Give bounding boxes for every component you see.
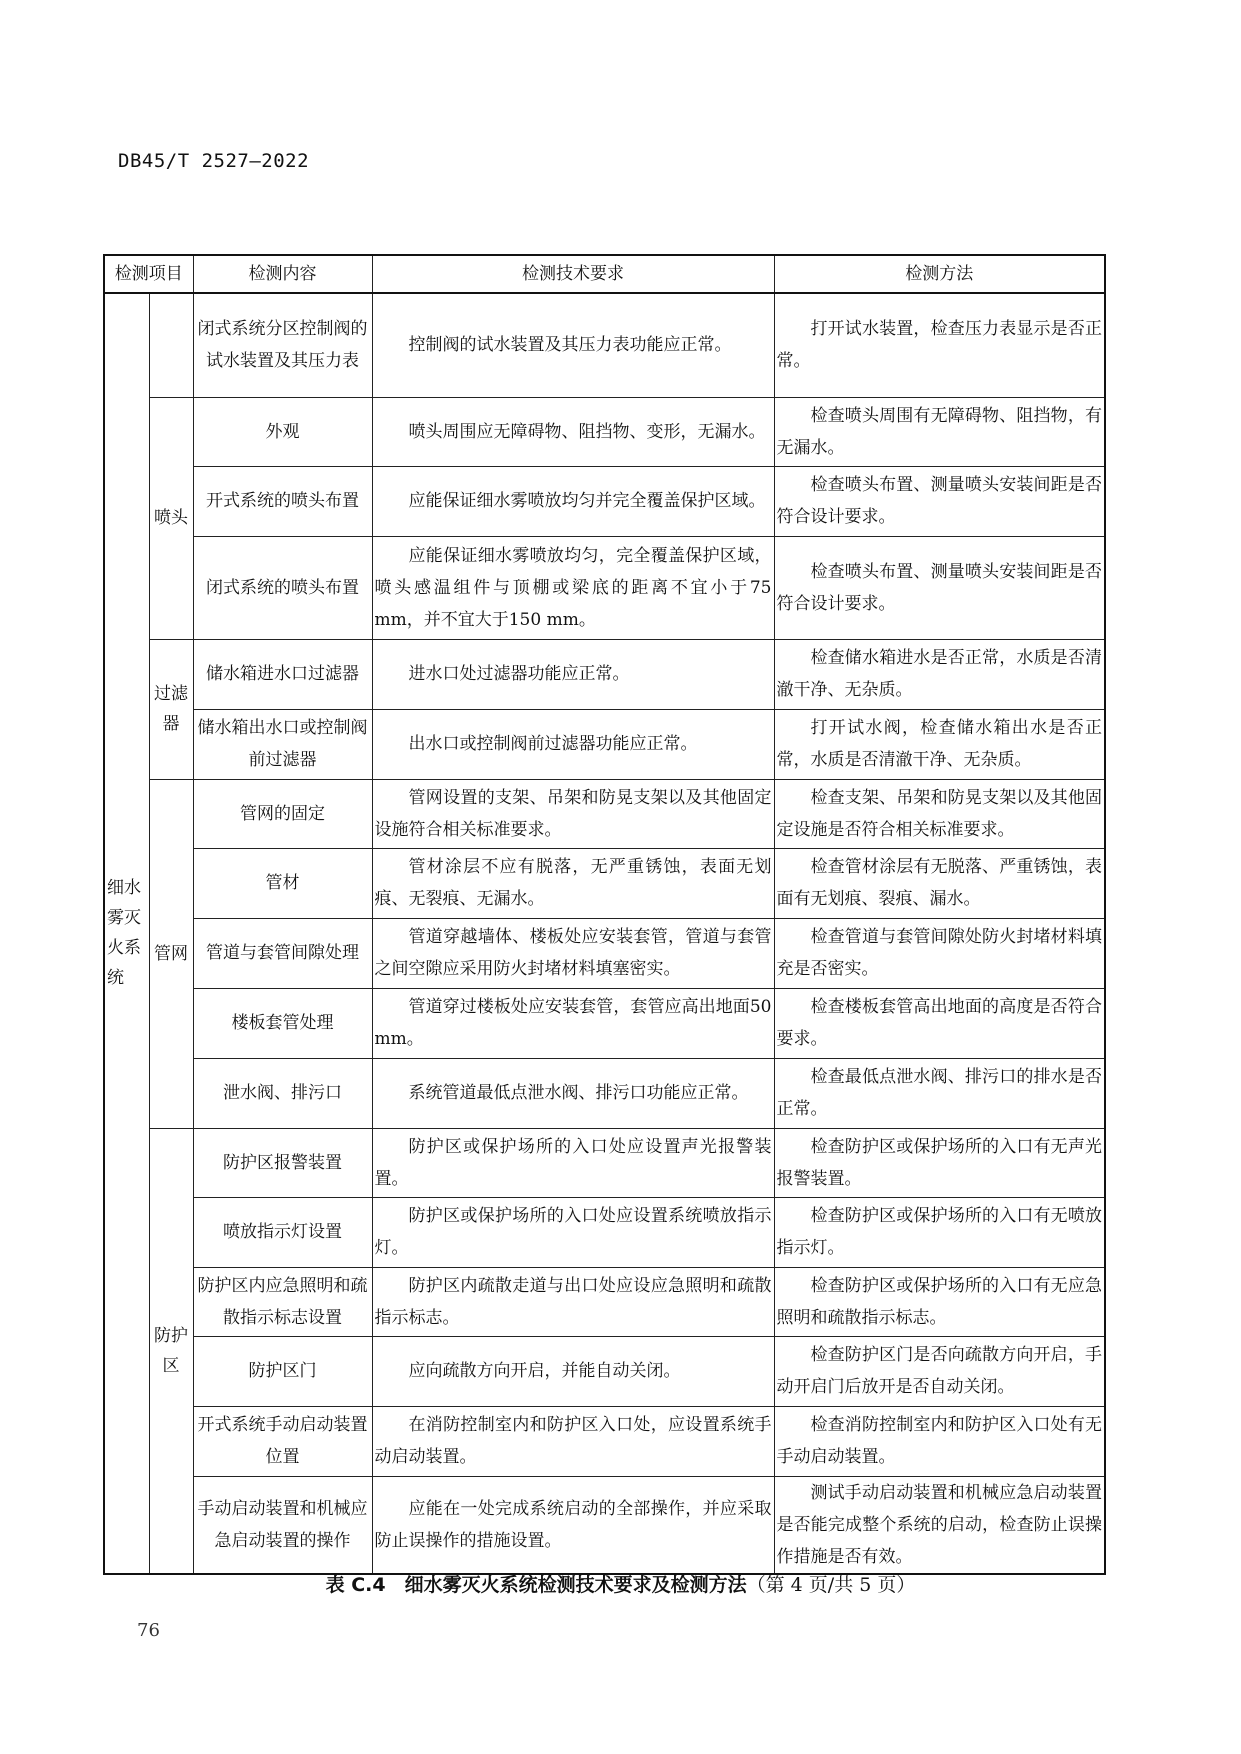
requirement-cell: 管道穿越墙体、楼板处应安装套管，管道与套管之间空隙应采用防火封堵材料填塞密实。	[372, 918, 774, 988]
requirement-cell: 管道穿过楼板处应安装套管，套管应高出地面50 mm。	[372, 988, 774, 1058]
requirement-cell: 应能在一处完成系统启动的全部操作，并应采取防止误操作的措施设置。	[372, 1476, 774, 1574]
method-cell: 测试手动启动装置和机械应急启动装置是否能完成整个系统的启动，检查防止误操作措施是否有效。	[774, 1476, 1105, 1574]
page-number: 76	[137, 1620, 160, 1641]
content-cell: 储水箱出水口或控制阀前过滤器	[193, 709, 372, 779]
table-row	[104, 709, 1105, 779]
requirement-cell: 应向疏散方向开启，并能自动关闭。	[372, 1336, 774, 1406]
subgroup-cell: 防护区	[149, 1128, 193, 1574]
requirement-cell: 防护区或保护场所的入口处应设置系统喷放指示灯。	[372, 1197, 774, 1267]
column-header: 检测项目	[104, 255, 193, 293]
table-row	[104, 1058, 1105, 1128]
requirement-cell: 在消防控制室内和防护区入口处，应设置系统手动启动装置。	[372, 1406, 774, 1476]
content-cell: 外观	[193, 397, 372, 466]
table-row	[104, 1476, 1105, 1574]
table-row	[104, 988, 1105, 1058]
table-row	[104, 848, 1105, 918]
content-cell: 管网的固定	[193, 779, 372, 848]
table-row	[104, 1336, 1105, 1406]
method-cell: 检查防护区门是否向疏散方向开启，手动开启门后放开是否自动关闭。	[774, 1336, 1105, 1406]
requirement-cell: 控制阀的试水装置及其压力表功能应正常。	[372, 293, 774, 397]
method-cell: 检查最低点泄水阀、排污口的排水是否正常。	[774, 1058, 1105, 1128]
content-cell: 泄水阀、排污口	[193, 1058, 372, 1128]
requirement-cell: 应能保证细水雾喷放均匀并完全覆盖保护区域。	[372, 466, 774, 536]
table-row	[104, 466, 1105, 536]
method-cell: 检查防护区或保护场所的入口有无应急照明和疏散指示标志。	[774, 1267, 1105, 1336]
requirement-cell: 应能保证细水雾喷放均匀，完全覆盖保护区域，喷头感温组件与顶棚或梁底的距离不宜小于75 mm，并不宜大于150 mm。	[372, 536, 774, 639]
method-cell: 检查支架、吊架和防晃支架以及其他固定设施是否符合相关标准要求。	[774, 779, 1105, 848]
table-row	[104, 1267, 1105, 1336]
method-cell: 检查楼板套管高出地面的高度是否符合要求。	[774, 988, 1105, 1058]
method-cell: 检查储水箱进水是否正常，水质是否清澈干净、无杂质。	[774, 639, 1105, 709]
content-cell: 管材	[193, 848, 372, 918]
content-cell: 闭式系统分区控制阀的试水装置及其压力表	[193, 293, 372, 397]
document-code: DB45/T 2527—2022	[118, 150, 310, 172]
table-row	[104, 536, 1105, 639]
method-cell: 检查消防控制室内和防护区入口处有无手动启动装置。	[774, 1406, 1105, 1476]
content-cell: 防护区内应急照明和疏散指示标志设置	[193, 1267, 372, 1336]
method-cell: 检查防护区或保护场所的入口有无声光报警装置。	[774, 1128, 1105, 1197]
table-header-row	[104, 255, 1105, 293]
column-header: 检测内容	[193, 255, 372, 293]
table-row	[104, 1197, 1105, 1267]
method-cell: 打开试水阀，检查储水箱出水是否正常，水质是否清澈干净、无杂质。	[774, 709, 1105, 779]
table-row	[104, 918, 1105, 988]
table-row	[104, 1128, 1105, 1197]
subgroup-cell: 喷头	[149, 397, 193, 639]
content-cell: 喷放指示灯设置	[193, 1197, 372, 1267]
subgroup-cell: 管网	[149, 779, 193, 1128]
content-cell: 手动启动装置和机械应急启动装置的操作	[193, 1476, 372, 1574]
content-cell: 管道与套管间隙处理	[193, 918, 372, 988]
table-caption	[0, 1570, 1241, 1597]
table-row	[104, 779, 1105, 848]
requirement-cell: 进水口处过滤器功能应正常。	[372, 639, 774, 709]
content-cell: 开式系统手动启动装置位置	[193, 1406, 372, 1476]
content-cell: 防护区门	[193, 1336, 372, 1406]
subgroup-cell: 过滤器	[149, 639, 193, 779]
table-row	[104, 639, 1105, 709]
table-row	[104, 293, 1105, 397]
method-cell: 检查管道与套管间隙处防火封堵材料填充是否密实。	[774, 918, 1105, 988]
requirement-cell: 系统管道最低点泄水阀、排污口功能应正常。	[372, 1058, 774, 1128]
group-cell: 细水雾灭火系统	[104, 293, 149, 1574]
method-cell: 检查管材涂层有无脱落、严重锈蚀，表面有无划痕、裂痕、漏水。	[774, 848, 1105, 918]
column-header: 检测技术要求	[372, 255, 774, 293]
requirement-cell: 管材涂层不应有脱落，无严重锈蚀，表面无划痕、无裂痕、无漏水。	[372, 848, 774, 918]
table-row	[104, 397, 1105, 466]
method-cell: 检查喷头周围有无障碍物、阻挡物，有无漏水。	[774, 397, 1105, 466]
requirement-cell: 出水口或控制阀前过滤器功能应正常。	[372, 709, 774, 779]
requirement-cell: 喷头周围应无障碍物、阻挡物、变形，无漏水。	[372, 397, 774, 466]
content-cell: 闭式系统的喷头布置	[193, 536, 372, 639]
requirement-cell: 防护区内疏散走道与出口处应设应急照明和疏散指示标志。	[372, 1267, 774, 1336]
method-cell: 检查喷头布置、测量喷头安装间距是否符合设计要求。	[774, 466, 1105, 536]
method-cell: 检查防护区或保护场所的入口有无喷放指示灯。	[774, 1197, 1105, 1267]
method-cell: 检查喷头布置、测量喷头安装间距是否符合设计要求。	[774, 536, 1105, 639]
column-header: 检测方法	[774, 255, 1105, 293]
method-cell: 打开试水装置，检查压力表显示是否正常。	[774, 293, 1105, 397]
table-row	[104, 1406, 1105, 1476]
caption-label: 表 C.4 细水雾灭火系统检测技术要求及检测方法	[325, 1574, 747, 1596]
requirement-cell: 防护区或保护场所的入口处应设置声光报警装置。	[372, 1128, 774, 1197]
requirement-cell: 管网设置的支架、吊架和防晃支架以及其他固定设施符合相关标准要求。	[372, 779, 774, 848]
content-cell: 防护区报警装置	[193, 1128, 372, 1197]
content-cell: 开式系统的喷头布置	[193, 466, 372, 536]
content-cell: 储水箱进水口过滤器	[193, 639, 372, 709]
content-cell: 楼板套管处理	[193, 988, 372, 1058]
subgroup-cell-empty	[149, 293, 193, 397]
inspection-table	[103, 254, 1106, 1575]
caption-suffix: （第 4 页/共 5 页）	[746, 1574, 916, 1596]
